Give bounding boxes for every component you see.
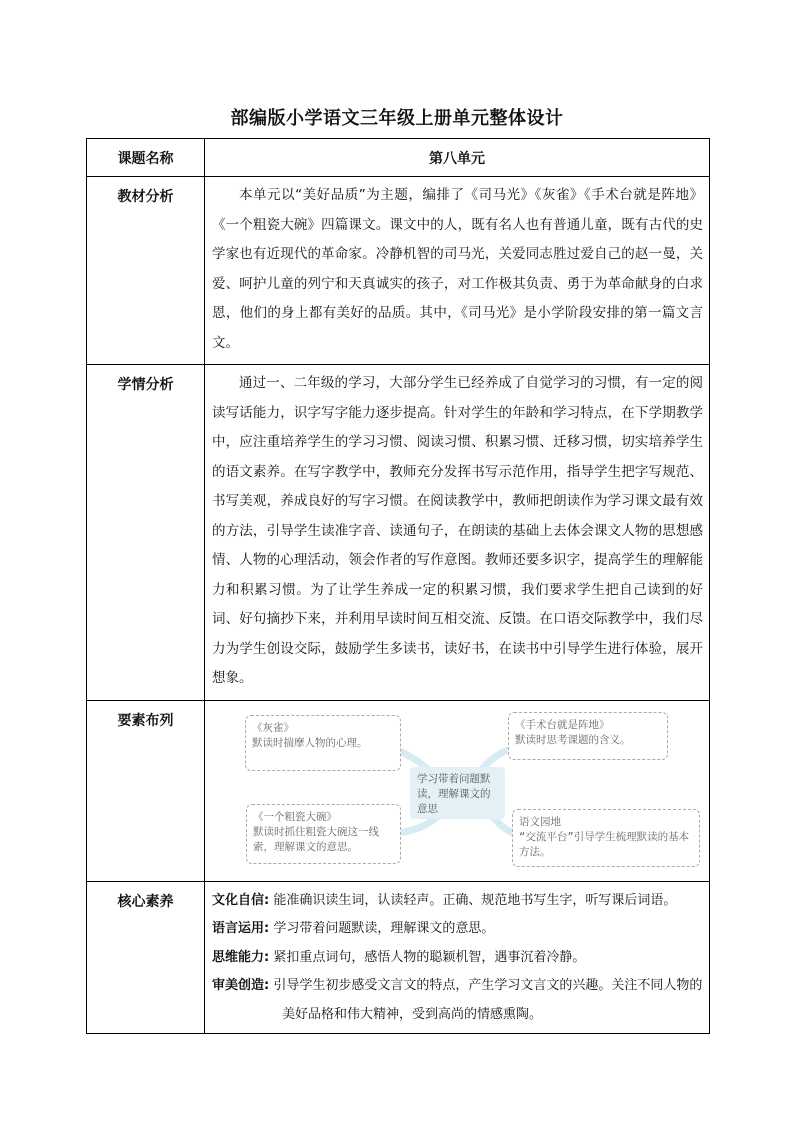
core-item-thinking-text: 紧扣重点词句，感悟人物的聪颖机智，遇事沉着冷静。 [269, 949, 586, 965]
unit-design-table [86, 138, 710, 1034]
node-bottom-right [512, 809, 700, 867]
node-top-right-title: 《手术台就是阵地》 [515, 718, 610, 731]
material-label: 教材分析 [117, 189, 174, 205]
center-topic [410, 767, 505, 819]
node-bottom-right-desc: “交流平台”引导学生梳理默读的基本方法。 [519, 830, 690, 858]
core-item-thinking-key: 思维能力: [212, 949, 270, 965]
node-bottom-left [246, 804, 401, 864]
core-label: 核心素养 [117, 893, 174, 910]
row-elements-layout [87, 700, 710, 881]
core-item-aesthetic-text: 引导学生初步感受文言文的特点，产生学习文言文的兴趣。关注不同人物的美好品格和伟大精神，受到高尚的情感熏陶。 [269, 978, 703, 1022]
topic-value-cell [205, 139, 710, 177]
core-item-culture-key: 文化自信: [212, 892, 270, 908]
core-text-cell [205, 881, 710, 1034]
core-item-culture [212, 887, 703, 916]
row-material-analysis [87, 177, 710, 365]
topic-label-cell [87, 139, 205, 177]
material-label-cell [87, 177, 205, 365]
node-top-right-desc: 默读时思考课题的含义。 [515, 733, 631, 746]
topic-label: 课题名称 [117, 151, 174, 167]
students-text-cell [205, 365, 710, 701]
topic-value: 第八单元 [429, 151, 485, 167]
elements-label-cell [87, 700, 205, 881]
node-top-left [245, 715, 401, 771]
node-top-left-desc: 默读时揣摩人物的心理。 [252, 736, 368, 749]
core-label-cell [87, 881, 205, 1034]
core-item-thinking [212, 944, 703, 973]
center-topic-text: 学习带着问题默读，理解课文的意思 [417, 772, 491, 815]
node-bottom-right-title: 语文园地 [519, 815, 561, 828]
core-item-aesthetic [212, 972, 703, 1029]
core-item-aesthetic-key: 审美创造: [212, 978, 270, 993]
core-item-language [212, 915, 703, 944]
elements-label: 要素布列 [117, 712, 174, 729]
node-bottom-left-desc: 默读时抓住粗瓷大碗这一线索，理解课文的意思。 [253, 825, 379, 853]
core-item-culture-text: 能准确识读生词，认读轻声。正确、规范地书写生字，听写课后词语。 [269, 892, 677, 908]
students-label: 学情分析 [117, 377, 174, 393]
row-student-analysis [87, 365, 710, 701]
elements-diagram-cell [205, 700, 710, 881]
row-core-literacy [87, 881, 710, 1034]
mind-map [205, 701, 709, 881]
document-title: 部编版小学语文三年级上册单元整体设计 [230, 108, 564, 129]
core-literacy-list [205, 882, 709, 1034]
row-topic [87, 139, 710, 177]
students-label-cell [87, 365, 205, 701]
material-analysis-text: 本单元以“美好品质”为主题，编排了《司马光》《灰雀》《手术台就是阵地》《一个粗瓷大碗》四篇课文。课文中的人，既有名人也有普通儿童，既有古代的史学家也有近现代的革命家。冷静机智的司马光，关爱同志胜过爱自己的赵一曼，关爱、呵护儿童的列宁和天真诚实的孩子，对工作极其负责、勇于为革命献身的白求恩，他们的身上都有美好的品质。其中，《司马光》是小学阶段安排的第一篇文言文。 [212, 187, 703, 351]
student-analysis-text: 通过一、二年级的学习，大部分学生已经养成了自觉学习的习惯，有一定的阅读写话能力，识字写字能力逐步提高。针对学生的年龄和学习特点，在下学期教学中，应注重培养学生的学习习惯、阅读习惯、积累习惯、迁移习惯，切实培养学生的语文素养。在写字教学中，教师充分发挥书写示范作用，指导学生把字写规范、书写美观，养成良好的写字习惯。在阅读教学中，教师把朗读作为学习课文最有效的方法，引导学生读准字音、读通句子，在朗读的基础上去体会课文人物的思想感情、人物的心理活动，领会作者的写作意图。教师还要多识字，提高学生的理解能力和积累习惯。为了让学生养成一定的积累习惯，我们要求学生把自己读到的好词、好句摘抄下来，并利用早读时间互相交流、反馈。在口语交际教学中，我们尽力为学生创设交际，鼓励学生多读书，读好书，在读书中引导学生进行体验，展开想象。 [212, 375, 703, 686]
node-top-right [508, 712, 668, 760]
material-text-cell [205, 177, 710, 365]
core-item-language-key: 语言运用: [212, 921, 270, 936]
core-item-language-text: 学习带着问题默读，理解课文的意思。 [269, 921, 495, 936]
node-top-left-title: 《灰雀》 [252, 721, 294, 734]
node-bottom-left-title: 《一个粗瓷大碗》 [253, 810, 337, 823]
